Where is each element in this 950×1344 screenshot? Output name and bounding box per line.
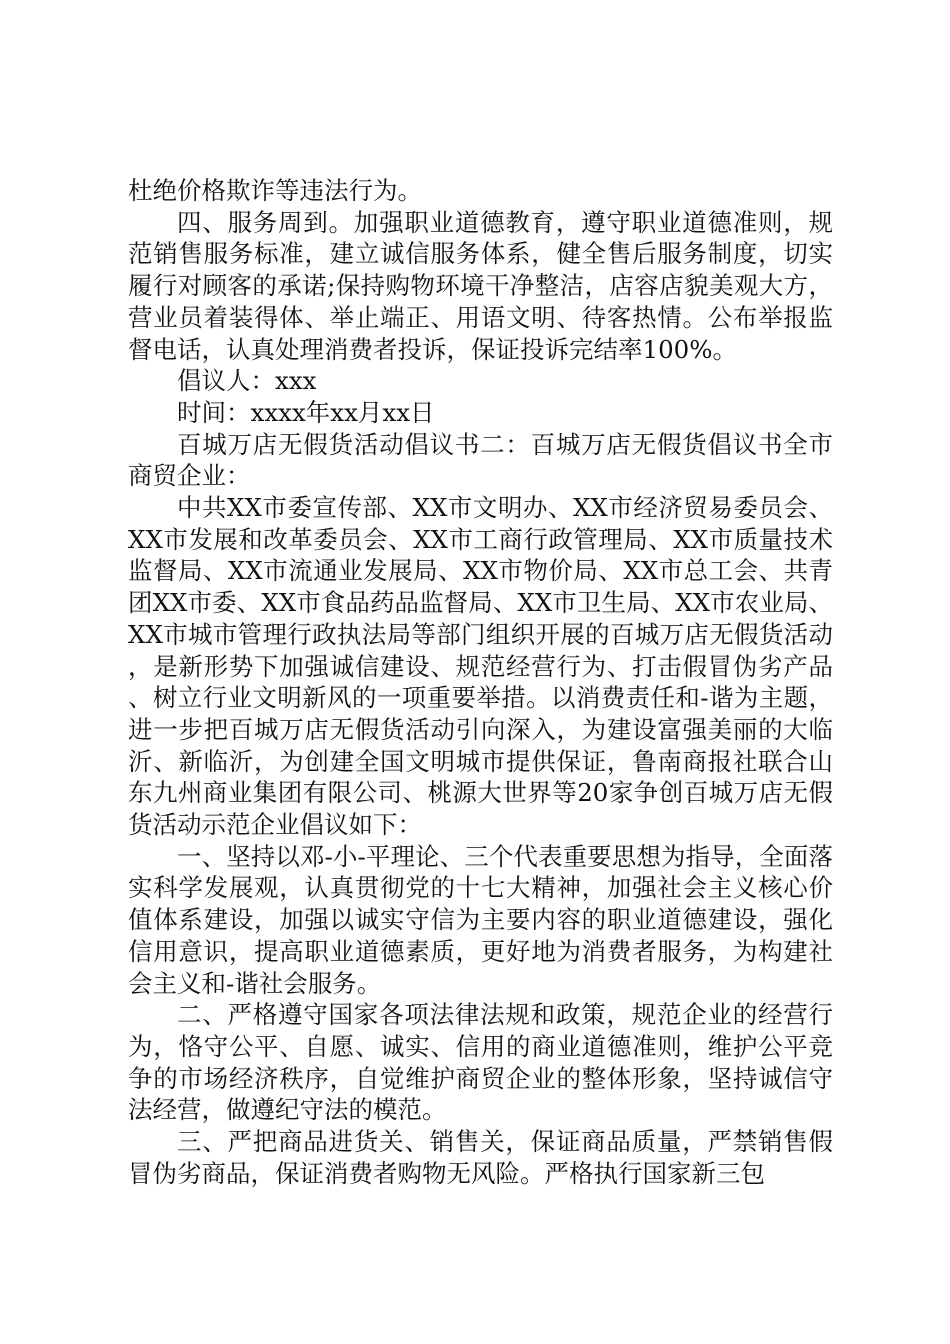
paragraph-item-three: 三、严把商品进货关、销售关，保证商品质量，严禁销售假冒伪劣商品，保证消费者购物无风险。严格执行国家新三包 — [128, 1127, 833, 1188]
paragraph-title-two: 百城万店无假货活动倡议书二：百城万店无假货倡议书全市商贸企业： — [128, 429, 833, 491]
document-page — [128, 175, 833, 1190]
paragraph-continuation: 杜绝价格欺诈等违法行为。 — [128, 176, 422, 205]
paragraph-intro: 中共XX市委宣传部、XX市文明办、XX市经济贸易委员会、XX市发展和改革委员会、XX市工商行政管理局、XX市质量技术监督局、XX市流通业发展局、XX市物价局、XX市总工会、共青团XX市委、XX市食品药品监督局、XX市卫生局、XX市农业局、XX市城市管理行政执法局等部门组织开展的百城万店无假货活动，是新形势下加强诚信建设、规范经营行为、打击假冒伪劣产品、树立行业文明新风的一项重要举措。以消费责任和-谐为主题，进一步把百城万店无假货活动引向深入，为建设富强美丽的大临沂、新临沂，为创建全国文明城市提供保证，鲁南商报社联合山东九州商业集团有限公司、桃源大世界等20家争创百城万店无假货活动示范企业倡议如下： — [128, 493, 833, 840]
signature-date: 时间：xxxx年xx月xx日 — [177, 397, 435, 427]
paragraph-item-four: 四、服务周到。加强职业道德教育，遵守职业道德准则，规范销售服务标准，建立诚信服务体系，健全售后服务制度，切实履行对顾客的承诺;保持购物环境干净整洁，店容店貌美观大方，营业员着装得体、举止端正、用语文明、待客热情。公布举报监督电话，认真处理消费者投诉，保证投诉完结率100%。 — [128, 207, 833, 364]
signature-proposer: 倡议人：xxx — [177, 366, 317, 396]
paragraph-item-two: 二、严格遵守国家各项法律法规和政策，规范企业的经营行为，恪守公平、自愿、诚实、信用的商业道德准则，维护公平竞争的市场经济秩序，自觉维护商贸企业的整体形象，坚持诚信守法经营，做遵纪守法的模范。 — [128, 1000, 833, 1125]
paragraph-item-one: 一、坚持以邓-小-平理论、三个代表重要思想为指导，全面落实科学发展观，认真贯彻党的十七大精神，加强社会主义核心价值体系建设，加强以诚实守信为主要内容的职业道德建设，强化信用意识，提高职业道德素质，更好地为消费者服务，为构建社会主义和-谐社会服务。 — [128, 841, 833, 998]
